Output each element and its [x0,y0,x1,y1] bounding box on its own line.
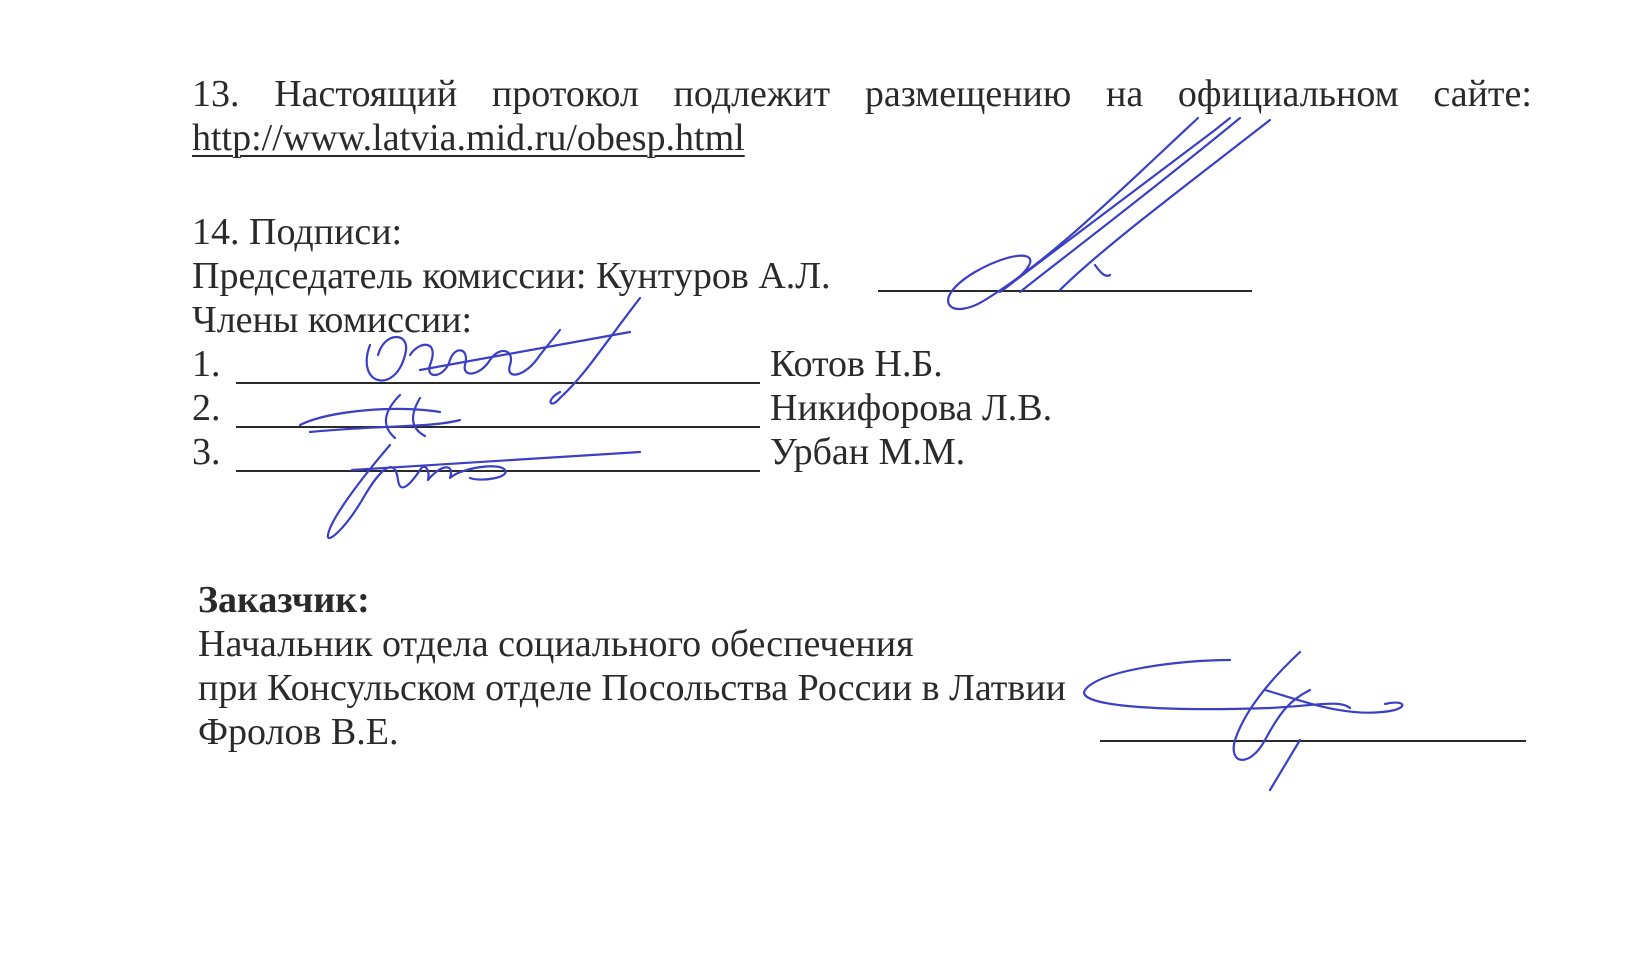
customer-signature [1084,652,1402,790]
member-1-number: 1. [192,343,221,385]
customer-name: Фролов В.Е. [198,711,399,753]
item-13-word: официальном [1177,73,1399,115]
member-2-signature-line [236,426,760,428]
members-label: Члены комиссии: [192,299,473,341]
customer-position-line-1: Начальник отдела социального обеспечения [198,623,914,665]
item-13-word: размещению [864,73,1072,115]
item-14-heading: 14. Подписи: [192,211,403,253]
member-1-name: Котов Н.Б. [770,343,943,385]
member-2-signature [300,395,460,438]
item-13-text [192,72,1532,116]
chairman-signature [948,118,1270,309]
item-13-word: подлежит [673,73,831,115]
member-3-signature [328,445,640,538]
member-2-name: Никифорова Л.В. [770,387,1053,429]
member-3-name: Урбан М.М. [770,431,966,473]
customer-title: Заказчик: [198,579,370,621]
member-3-signature-line [236,470,760,472]
item-13-word: Настоящий [274,73,458,115]
customer-position-line-2: при Консульском отделе Посольства России в Латвии [198,667,1066,709]
member-3-number: 3. [192,431,221,473]
customer-signature-line [1100,740,1526,742]
member-2-number: 2. [192,387,221,429]
item-13-word: на [1105,73,1144,115]
item-13-word: сайте: [1433,73,1532,115]
obesp-url-link[interactable]: http://www.latvia.mid.ru/obesp.html [192,117,745,159]
item-13-word: 13. [192,73,240,115]
chairman-signature-line [878,290,1252,292]
chairman-label: Председатель комиссии: Кунтуров А.Л. [192,255,831,297]
item-13-word: протокол [491,73,639,115]
member-1-signature-line [236,382,760,384]
